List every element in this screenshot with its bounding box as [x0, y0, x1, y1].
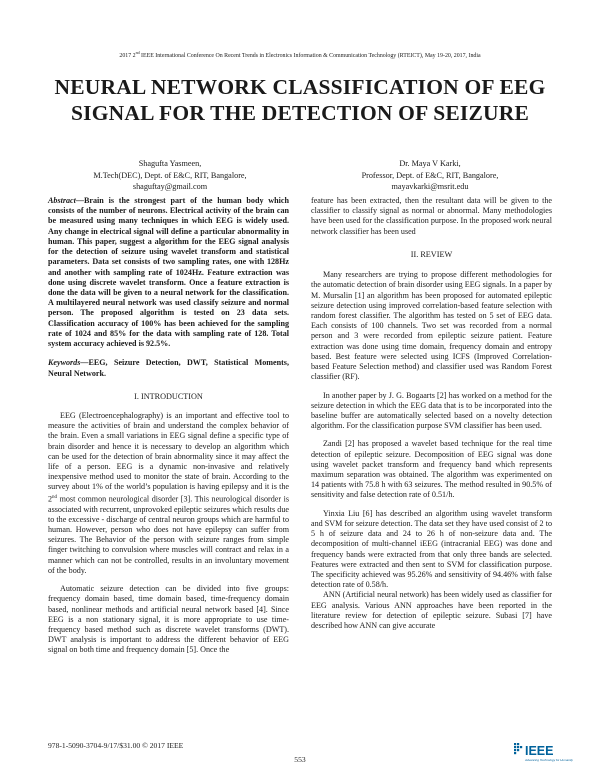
paragraph: In another paper by J. G. Bogaarts [2] has worked on a method for the seizure detection in which the EEG data that is to be incorporated into the baseline buffer are automatically selected based on a novelty detection algorithm. For the classification purpose SVM classifier has been used. [311, 390, 552, 431]
paragraph: Zandi [2] has proposed a wavelet based technique for the real time detection of epileptic seizure. Decomposition of EEG signal was done using wavelet packet transform and frequency band which represents maximum separation was obtained. The algorithm was experimented on 14 patients with 75.8 h with 63 seizures. The method resulted in 90.5% of sensitivity and false detection rate of 0.51/h. [311, 439, 552, 500]
author-affiliation: Professor, Dept. of E&C, RIT, Bangalore, [361, 170, 499, 180]
author-affiliation: M.Tech(DEC), Dept. of E&C, RIT, Bangalore, [93, 170, 247, 180]
svg-text:IEEE: IEEE [525, 744, 554, 758]
abstract-label: Abstract— [48, 196, 84, 205]
author-name: Dr. Maya V Karki, [399, 159, 461, 168]
paragraph: Automatic seizure detection can be divided into five groups: frequency domain based, time domain based, time-frequency domain based, nonlinear methods and artificial neural network based [4]. Since EEG is a non stationary signal, it is more appropriate to use time-frequency based method such as discrete wavelet transforms (DWT). DWT analysis is important to address the different behavior of EEG signal on both time and frequency domain [5]. Once the [48, 584, 289, 655]
abstract-text: Brain is the strongest part of the human body which consists of the number of neurons. Electrical activity of the brain can be measured using many techniques in which EEG is widely used. Any change in electrical signal will define a particular abnormality in human. This paper, suggest a algorithm for the EEG signal analysis for the detection of seizure using wavelet transform and statistical parameters. Data set consists of two sampling rates, one with 128Hz and another with sampling rate of 1024Hz. Feature extraction was done using discrete wavelet transform. Once a feature extraction is done the data will be given to a neural network for the classification. A multilayered neural network was used classify seizure and normal person. The proposed algorithm is tested on 23 data sets. Classification accuracy of 100% has been achieved for the sampling rate of 1024 and 85% for the data with sampling rate of 128. Total system accuracy achieved is 92.5%. [48, 196, 289, 349]
ieee-logo [512, 740, 573, 768]
keywords [48, 358, 289, 378]
author-name: Shagufta Yasmeen, [138, 159, 202, 168]
section-heading-introduction: I. INTRODUCTION [134, 391, 203, 401]
paragraph: Many researchers are trying to propose different methodologies for the automatic detection of brain disorder using EEG signals. In a paper by M. Mursalin [1] an algorithm has been proposed for automated epileptic seizure detection using improved correlation-based feature selection with random forest classifier. The algorithm has tested on 5 set of EEG data. Each consists of 100 channels. Two set was recorded from a normal person and 3 were recorded from epileptic seizure patient. Feature extraction was done using time domain, frequency domain and entropy based. Best feature were selected using ICFS (Improved Correlation-based Feature Selection method) and classifier used was Random Forest classifier (RF). [311, 270, 552, 382]
paragraph: Yinxia Liu [6] has described an algorithm using wavelet transform and SVM for seizure detection. The data set they have used consist of 2 to 5 h of seizure data and 24 to 26 h of non-seizure data and. The decomposition of multi-channel iEEG (intracranial EEG) was done and frequency bands were extracted from that only three bands are selected. Features were extracted and then sent to SVM for classification purpose. The specificity achieved was 95.26% and sensitivity of 94.46% with false detection rate of 0.58/h. [311, 508, 552, 590]
conference-header: 2017 2nd IEEE International Conference On Recent Trends in Electronics Information & Communication Technology (RTEICT), May 19-20, 2017, India [119, 50, 481, 59]
left-column [48, 196, 289, 656]
author-email: mayavkarki@msrit.edu [391, 182, 469, 191]
author-block-2 [320, 158, 540, 193]
svg-text:Advancing Technology for Human: Advancing Technology for Humanity [525, 758, 573, 762]
paragraph-continued: feature has been extracted, then the resultant data will be given to the classifier to classify signal as normal or abnormal. Many methodologies have been used for the classification purpose. In the proposed work neural network classifier has been used [311, 196, 552, 236]
paragraph: EEG (Electroencephalography) is an important and effective tool to measure the activities of brain and understand the complex behavior of the brain. Even a small variations in EEG signal define a specific type of brain disorder and hence it is necessary to develop an algorithm which can be used for the detection of brain abnormality since it may affect the life of a person. EEG is a dynamic non-invasive and relatively inexpensive method used to monitor the state of brain. According to the survey about 1% of the world’s population is having epilepsy and it is the 2nd most common neurological disorder [3]. This neurological disorder is associated with recurrent, unprovoked epileptic seizures which results due to the excessive - discharge of central neuron groups which are harmful to human. However, person who does not have epilepsy can suffer from seizures. The Behavior of the person with seizure ranges from simple finger twitching to convulsion where muscles will contract and relax in a manner which can not be controlled, results in an involuntary movement of the body. [48, 410, 289, 575]
keywords-label: Keywords— [48, 358, 89, 368]
paragraph: ANN (Artificial neural network) has been widely used as classifier for EEG analysis. Various ANN approaches have been reported in the literature review for detection of epileptic seizure. Subasi [7] have described how ANN can give accurate [311, 590, 552, 631]
right-column [311, 196, 552, 631]
paper-title: NEURAL NETWORK CLASSIFICATION OF EEG SIGNAL FOR THE DETECTION OF SEIZURE [54, 75, 546, 125]
author-email: shaguftay@gmail.com [132, 182, 208, 191]
page-number: 553 [294, 755, 306, 764]
section-heading-review: II. REVIEW [410, 249, 453, 259]
keywords-text: EEG, Seizure Detection, DWT, Statistical Moments, Neural Network. [48, 358, 289, 378]
author-block-1 [60, 158, 280, 193]
abstract [48, 196, 289, 349]
isbn-footer: 978-1-5090-3704-9/17/$31.00 © 2017 IEEE [48, 741, 184, 750]
